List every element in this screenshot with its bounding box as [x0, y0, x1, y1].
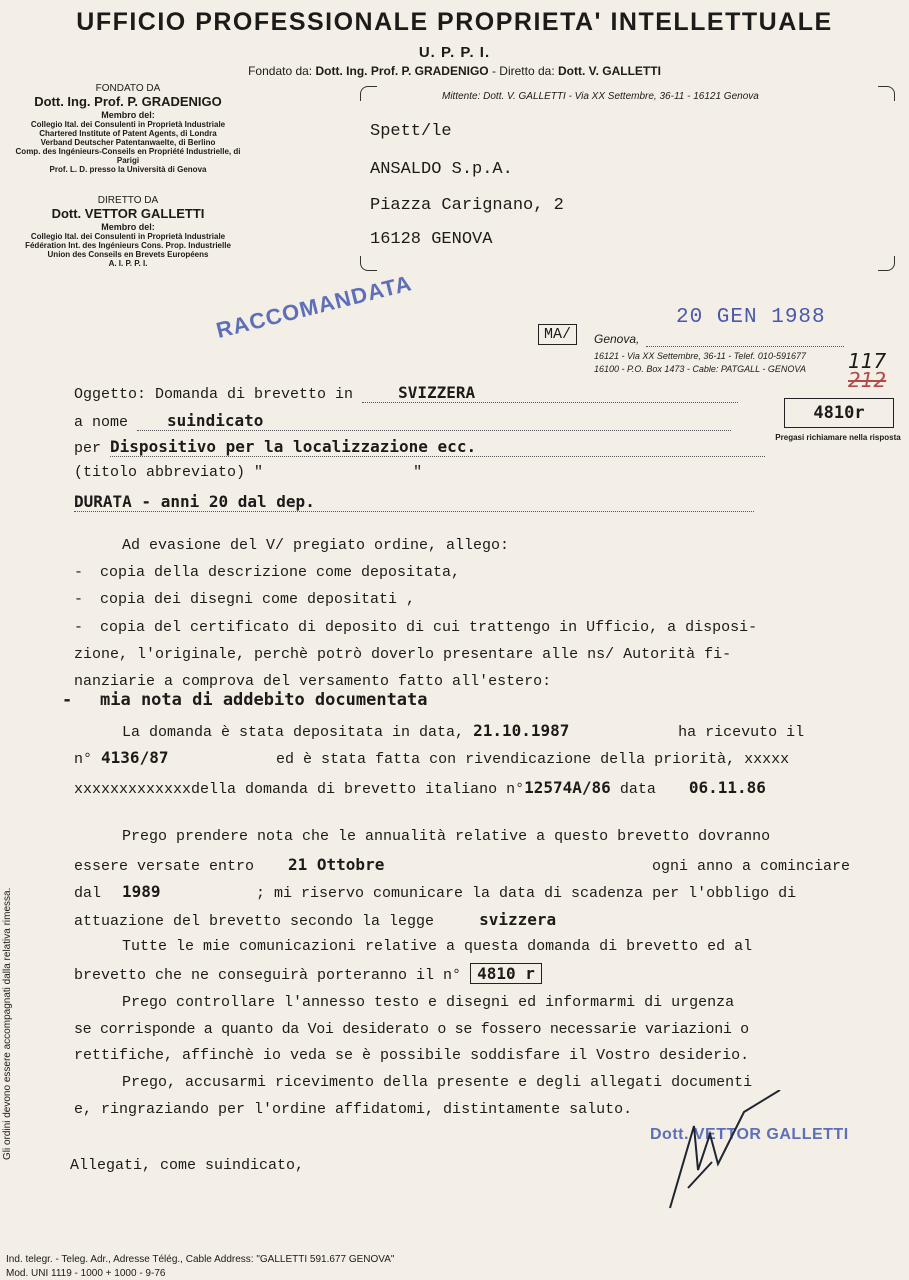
attachment-item: - copia della descrizione come depositata,: [74, 564, 461, 581]
page-number-struck: 212: [848, 368, 887, 392]
founded-label: FONDATO DA: [95, 83, 161, 94]
ack-line-1: Prego, accusarmi ricevimento della presente e degli allegati documenti: [122, 1074, 753, 1091]
attachment-item-cont: zione, l'originale, perchè potrò doverlo presentare alle ns/ Autorità fi-: [74, 646, 732, 663]
filed-post: ha ricevuto il: [678, 724, 805, 741]
signature-stamp: Dott. VETTOR GALLETTI: [650, 1126, 849, 1143]
attuazione-pre: attuazione del brevetto secondo la legge: [74, 913, 435, 930]
data-label: data: [619, 781, 656, 798]
letterhead-founder-name: Dott. Ing. Prof. P. GRADENIGO: [34, 94, 222, 109]
reference-box: 4810r: [784, 398, 894, 428]
attachment-item-text: mia nota di addebito documentata: [100, 690, 428, 710]
city-label: Genova,: [594, 332, 640, 346]
reference-note: Pregasi richiamare nella risposta: [775, 433, 901, 442]
membership-item: Collegio Ital. dei Consulenti in Proprietà Industriale: [30, 232, 226, 241]
office-address-2: 16100 - P.O. Box 1473 - Cable: PATGALL - GENOVA: [594, 364, 806, 374]
no-label: n°: [74, 751, 93, 768]
annuity-line-3: [74, 882, 796, 902]
attachment-item-text: copia dei disegni come depositati ,: [100, 591, 416, 608]
allegati-line: Allegati, come suindicato,: [70, 1157, 305, 1174]
filed-date: 21.10.1987: [473, 721, 570, 740]
address-window-corner: [878, 256, 895, 271]
membership-item: Chartered Institute of Patent Agents, di Londra: [39, 129, 217, 138]
annuity-date: 21 Ottobre: [288, 855, 385, 874]
office-address-1: 16121 - Via XX Settembre, 36-11 - Telef. 010-591677: [594, 351, 806, 361]
signature-stroke: [670, 1090, 780, 1208]
directed-label: DIRETTO DA: [97, 195, 159, 206]
body-intro: Ad evasione del V/ pregiato ordine, allego:: [122, 537, 510, 554]
durata-line: DURATA - anni 20 dal dep.: [74, 492, 754, 512]
attachment-item-text: copia del certificato di deposito di cui trattengo in Ufficio, a disposi-: [100, 619, 758, 636]
filed-pre: La domanda è stata depositata in data,: [122, 724, 465, 741]
from-year: 1989: [122, 882, 161, 901]
membership-item: Collegio Ital. dei Consulenti in Proprietà Industriale: [30, 120, 226, 129]
per-line: [74, 437, 765, 457]
membership-item: Verband Deutscher Patentanwaelte, di Berlino: [40, 138, 216, 147]
ack-line-2: e, ringraziando per l'ordine affidatomi, distintamente saluto.: [74, 1101, 633, 1118]
attachment-item: - copia dei disegni come depositati ,: [74, 591, 416, 608]
side-note: Gli ordini devono essere accompagnati dalla relativa rimessa.: [2, 887, 13, 1160]
comm-line-1: Tutte le mie comunicazioni relative a questa domanda di brevetto ed al: [122, 938, 753, 955]
date-line: [646, 346, 844, 347]
address-window-corner: [360, 86, 377, 101]
dal-label: dal: [74, 885, 102, 902]
office-title: UFFICIO PROFESSIONALE PROPRIETA' INTELLETTUALE: [76, 8, 833, 36]
annuity-post: ogni anno a cominciare: [652, 858, 851, 875]
annuity-line-2: [74, 855, 850, 875]
a-nome-label: a nome: [74, 414, 129, 431]
titolo-quote-open: ": [254, 464, 264, 481]
attachment-item: - copia del certificato di deposito di cui trattengo in Ufficio, a disposi-: [74, 619, 758, 636]
a-nome-value: suindicato: [137, 411, 731, 431]
check-line-2: se corrisponde a quanto da Voi desiderato o se fossero necessarie variazioni o: [74, 1021, 749, 1038]
attachment-item-cont: nanziarie a comprova del versamento fatto all'estero:: [74, 673, 552, 690]
law-country: svizzera: [479, 910, 557, 929]
director-name: Dott. V. GALLETTI: [558, 64, 661, 78]
italian-line: [74, 778, 766, 798]
filed-line: [122, 721, 804, 741]
oggetto-label: Oggetto: Domanda di brevetto in: [74, 386, 354, 403]
comm-text: brevetto che ne conseguirà porteranno il n°: [74, 967, 462, 984]
sender-line: Mittente: Dott. V. GALLETTI - Via XX Settembre, 36-11 - 16121 Genova: [442, 91, 759, 102]
directed-prefix: - Diretto da:: [491, 64, 555, 78]
a-nome-line: [74, 411, 731, 431]
priority-text: ed è stata fatta con rivendicazione della priorità,: [276, 751, 736, 768]
membership-item: Comp. des Ingénieurs-Conseils en Propriété Industrielle, di Parigi: [15, 147, 241, 165]
per-value: Dispositivo per la localizzazione ecc.: [110, 437, 765, 457]
membership-item: A. I. P. P. I.: [108, 259, 148, 268]
footer-line-2: Mod. UNI 1119 - 1000 + 1000 - 9-76: [6, 1268, 166, 1279]
dal-post: ; mi riservo comunicare la data di scadenza per l'obbligo di: [256, 885, 797, 902]
address-window-corner: [878, 86, 895, 101]
subject-line: [74, 383, 738, 403]
per-label: per: [74, 440, 102, 457]
member-label: Membro del:: [101, 222, 155, 232]
annuity-line-1: Prego prendere nota che le annualità relative a questo brevetto dovranno: [122, 828, 771, 845]
titolo-line: [74, 464, 422, 481]
letterhead-founder-block: [10, 84, 246, 174]
attuazione-line: [74, 910, 556, 930]
struck-text: xxxxx: [744, 751, 790, 768]
attachment-item-text: copia della descrizione come depositata,: [100, 564, 461, 581]
recipient-street: Piazza Carignano, 2: [370, 196, 564, 215]
member-label: Membro del:: [101, 110, 155, 120]
membership-item: Union des Conseils en Brevets Européens: [47, 250, 209, 259]
footer-line-1: Ind. telegr. - Teleg. Adr., Adresse Télég., Cable Address: "GALLETTI 591.677 GENOVA": [6, 1254, 395, 1265]
letterhead-director-block: [10, 196, 246, 268]
recipient-city: 16128 GENOVA: [370, 230, 493, 249]
page-number-current: 117: [848, 349, 887, 373]
italian-date: 06.11.86: [688, 778, 766, 797]
subject-country: SVIZZERA: [362, 383, 738, 403]
app-number: 4136/87: [101, 748, 169, 767]
address-window-corner: [360, 256, 377, 271]
recipient-salutation: Spett/le: [370, 122, 452, 141]
office-subtitle: [0, 64, 909, 78]
annuity-pre: essere versate entro: [74, 858, 255, 875]
app-number-line: [74, 748, 789, 768]
attachment-item: - mia nota di addebito documentata: [62, 690, 428, 710]
italian-text: della domanda di brevetto italiano n°: [191, 781, 525, 798]
comm-line-2: [74, 964, 542, 984]
office-acronym: U. P. P. I.: [418, 44, 491, 61]
raccomandata-stamp: RACCOMANDATA: [213, 270, 415, 344]
date-stamp: 20 GEN 1988: [676, 306, 826, 329]
founded-prefix: Fondato da:: [248, 64, 313, 78]
italian-number: 12574A/86: [524, 778, 611, 797]
founder-name: Dott. Ing. Prof. P. GRADENIGO: [315, 64, 489, 78]
handwritten-signature: [658, 1090, 788, 1220]
comm-number-box: 4810 r: [470, 963, 542, 984]
check-line-1: Prego controllare l'annesso testo e disegni ed informarmi di urgenza: [122, 994, 735, 1011]
ma-reference-box: MA/: [538, 324, 577, 345]
membership-item: Fédération Int. des Ingénieurs Cons. Prop. Industrielle: [25, 241, 231, 250]
letterhead-director-name: Dott. VETTOR GALLETTI: [51, 206, 205, 221]
check-line-3: rettifiche, affinchè io veda se è possibile soddisfare il Vostro desiderio.: [74, 1047, 750, 1064]
struck-text: xxxxxxxxxxxxx: [74, 781, 192, 798]
recipient-company: ANSALDO S.p.A.: [370, 160, 513, 179]
titolo-quote-close: ": [413, 464, 423, 481]
page-number: [848, 349, 887, 392]
titolo-label: (titolo abbreviato): [74, 464, 246, 481]
membership-item: Prof. L. D. presso la Università di Genova: [49, 165, 207, 174]
